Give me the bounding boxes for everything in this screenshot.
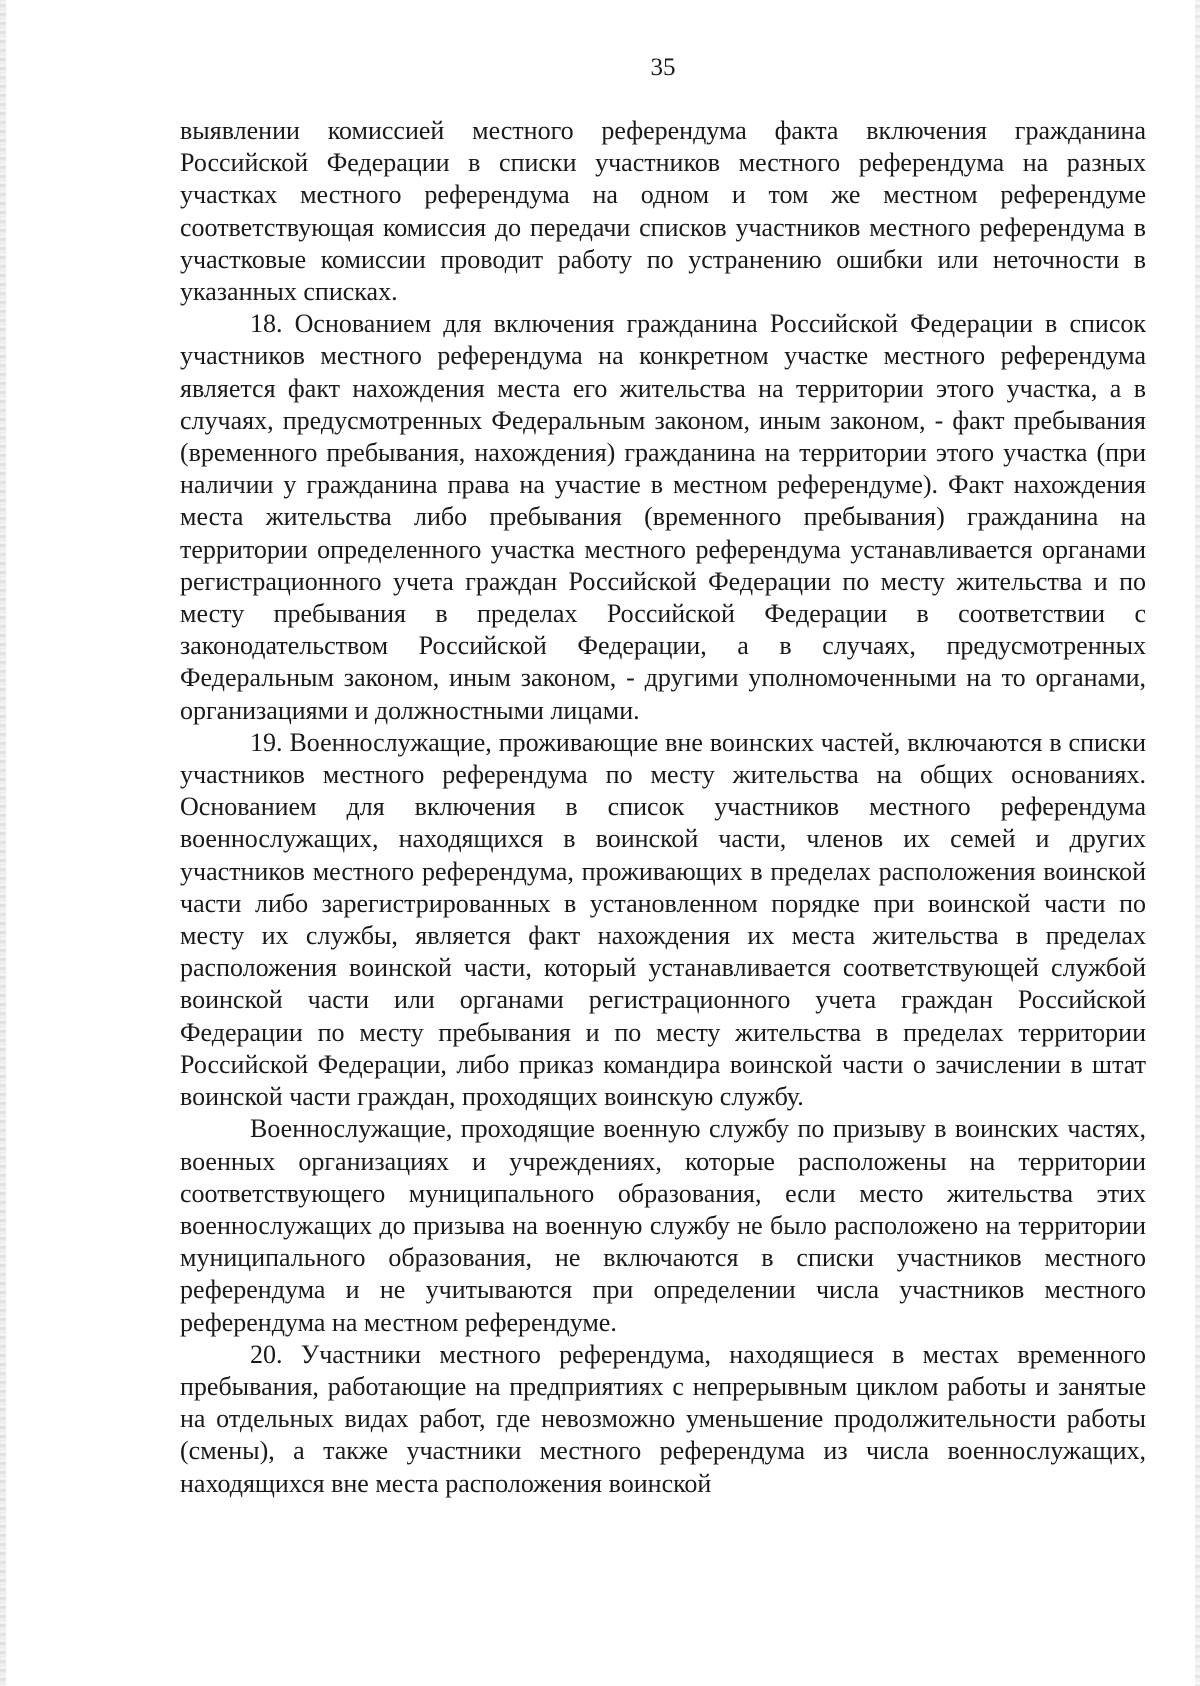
scan-edge-left	[0, 0, 6, 1686]
scan-edge-right	[1195, 0, 1200, 1686]
body-text	[180, 115, 1146, 1500]
paragraph-continued: выявлении комиссией местного референдума факта включения гражданина Российской Федерации в списки участников местного референдума на разных участках местного референдума на одном и том же местном референдуме соответствующая комиссия до передачи списков участников местного референдума в участковые комиссии проводит работу по устранению ошибки или неточности в указанных списках.	[180, 116, 1146, 307]
page-number: 35	[650, 54, 676, 81]
paragraph-conscripts: Военнослужащие, проходящие военную службу по призыву в воинских частях, военных организациях и учреждениях, которые расположены на территории соответствующего муниципального образования, если место жительства этих военнослужащих до призыва на военную службу не было расположено на территории муниципального образования, не включаются в списки участников местного референдума и не учитываются при определении числа участников местного референдума на местном референдуме.	[180, 1114, 1146, 1337]
paragraph-item-18: 18. Основанием для включения гражданина Российской Федерации в список участников местного референдума на конкретном участке местного референдума является факт нахождения места его жительства на территории этого участка, а в случаях, предусмотренных Федеральным законом, иным законом, - факт пребывания (временного пребывания, нахождения) гражданина на территории этого участка (при наличии у гражданина права на участие в местном референдуме). Факт нахождения места жительства либо пребывания (временного пребывания) гражданина на территории определенного участка местного референдума устанавливается органами регистрационного учета граждан Российской Федерации по месту жительства и по месту пребывания в пределах Российской Федерации в соответствии с законодательством Российской Федерации, а в случаях, предусмотренных Федеральным законом, иным законом, - другими уполномоченными на то органами, организациями и должностными лицами.	[180, 309, 1146, 725]
paragraph-item-20: 20. Участники местного референдума, находящиеся в местах временного пребывания, работающие на предприятиях с непрерывным циклом работы и занятые на отдельных видах работ, где невозможно уменьшение продолжительности работы (смены), а также участники местного референдума из числа военнослужащих, находящихся вне места расположения воинской	[180, 1339, 1146, 1498]
paragraph-item-19: 19. Военнослужащие, проживающие вне воинских частей, включаются в списки участников местного референдума по месту жительства на общих основаниях. Основанием для включения в список участников местного референдума военнослужащих, находящихся в воинской части, членов их семей и других участников местного референдума, проживающих в пределах расположения воинской части либо зарегистрированных в установленном порядке при воинской части по месту их службы, является факт нахождения их места жительства в пределах расположения воинской части, который устанавливается соответствующей службой воинской части или органами регистрационного учета граждан Российской Федерации по месту пребывания и по месту жительства в пределах территории Российской Федерации, либо приказ командира воинской части о зачислении в штат воинской части граждан, проходящих воинскую службу.	[180, 727, 1146, 1112]
